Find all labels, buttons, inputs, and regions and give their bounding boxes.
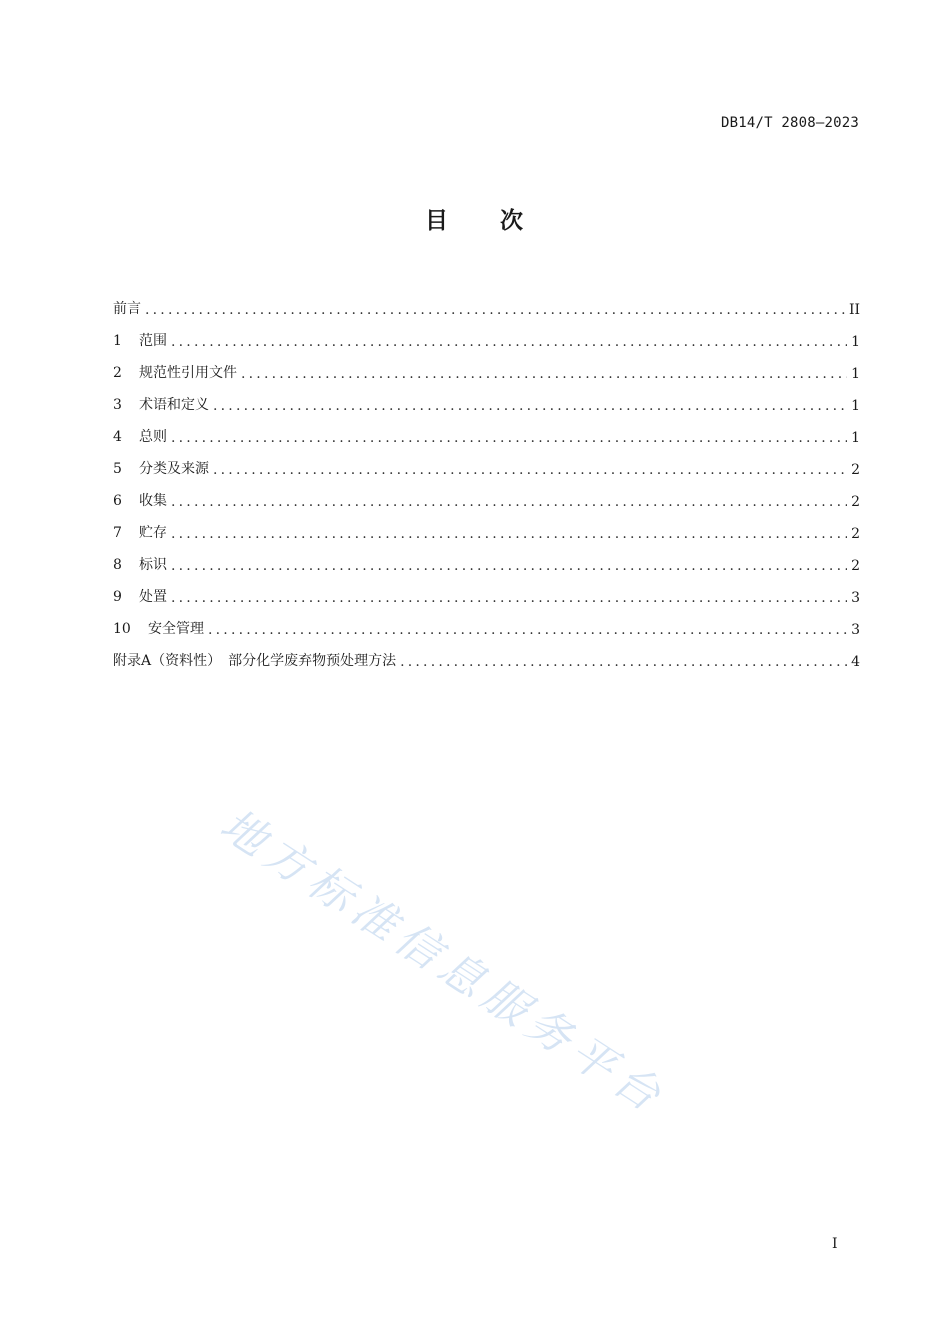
toc-entry-number: 4 [113,429,122,445]
toc-entry-label: 6 收集 [113,493,167,509]
toc-entry-number: 7 [113,525,122,541]
toc-entry-page: 2 [851,526,860,542]
toc-entry-page: 1 [851,398,860,414]
document-code: DB14/T 2808—2023 [720,115,859,131]
toc-entry-scope[interactable] [113,318,860,350]
toc-entry-label: 8 标识 [113,557,167,573]
toc-leader-dots [171,558,847,574]
toc-entry-number: 8 [113,557,122,573]
toc-leader-dots [213,462,847,478]
toc-entry-label: 7 贮存 [113,525,167,541]
toc-entry-labeling[interactable] [113,542,860,574]
toc-entry-classification[interactable] [113,446,860,478]
toc-leader-dots [171,494,847,510]
toc-entry-label: 附录A（资料性） 部分化学废弃物预处理方法 [113,653,397,669]
toc-entry-number: 2 [113,365,122,381]
toc-leader-dots [145,302,845,318]
toc-entry-label: 5 分类及来源 [113,461,209,477]
toc-entry-label: 4 总则 [113,429,167,445]
toc-entry-page: 4 [851,654,860,670]
toc-entry-label: 1 范围 [113,333,167,349]
toc-entry-appendix-a[interactable] [113,638,860,670]
toc-leader-dots [400,654,847,670]
toc-entry-label: 2 规范性引用文件 [113,365,237,381]
toc-entry-page: 3 [851,590,860,606]
toc-entry-page: 2 [851,558,860,574]
toc-leader-dots [171,526,847,542]
toc-entry-collection[interactable] [113,478,860,510]
toc-entry-page: 1 [851,334,860,350]
toc-entry-number: 9 [113,589,122,605]
toc-entry-number: 10 [113,621,131,637]
page-title-second-char: 次 [500,208,525,234]
toc-entry-foreword[interactable] [113,286,860,318]
toc-entry-page: 2 [851,494,860,510]
page-title [0,202,950,235]
toc-entry-label: 3 术语和定义 [113,397,209,413]
watermark: 地方标准信息服务平台 [211,799,676,1126]
toc-entry-page: 3 [851,622,860,638]
toc-entry-disposal[interactable] [113,574,860,606]
toc-entry-number: 5 [113,461,122,477]
toc-entry-label: 前言 [113,301,141,317]
toc-leader-dots [208,622,847,638]
toc-entry-page: 2 [851,462,860,478]
toc-entry-number: 1 [113,333,122,349]
toc-leader-dots [241,366,847,382]
toc-entry-terms-definitions[interactable] [113,382,860,414]
toc-entry-storage[interactable] [113,510,860,542]
toc-entry-number: 3 [113,397,122,413]
toc-entry-page: II [848,302,860,318]
toc-entry-page: 1 [851,366,860,382]
toc-leader-dots [213,398,847,414]
page-title-first-char: 目 [425,208,450,234]
toc-entry-label: 9 处置 [113,589,167,605]
toc-leader-dots [171,430,847,446]
toc-entry-page: 1 [851,430,860,446]
toc-entry-number: 6 [113,493,122,509]
toc-entry-safety-management[interactable] [113,606,860,638]
toc-leader-dots [171,590,847,606]
toc-entry-general[interactable] [113,414,860,446]
table-of-contents [113,286,860,670]
toc-leader-dots [171,334,847,350]
page-number: I [832,1236,838,1252]
toc-entry-normative-references[interactable] [113,350,860,382]
toc-entry-label: 10 安全管理 [113,621,204,637]
